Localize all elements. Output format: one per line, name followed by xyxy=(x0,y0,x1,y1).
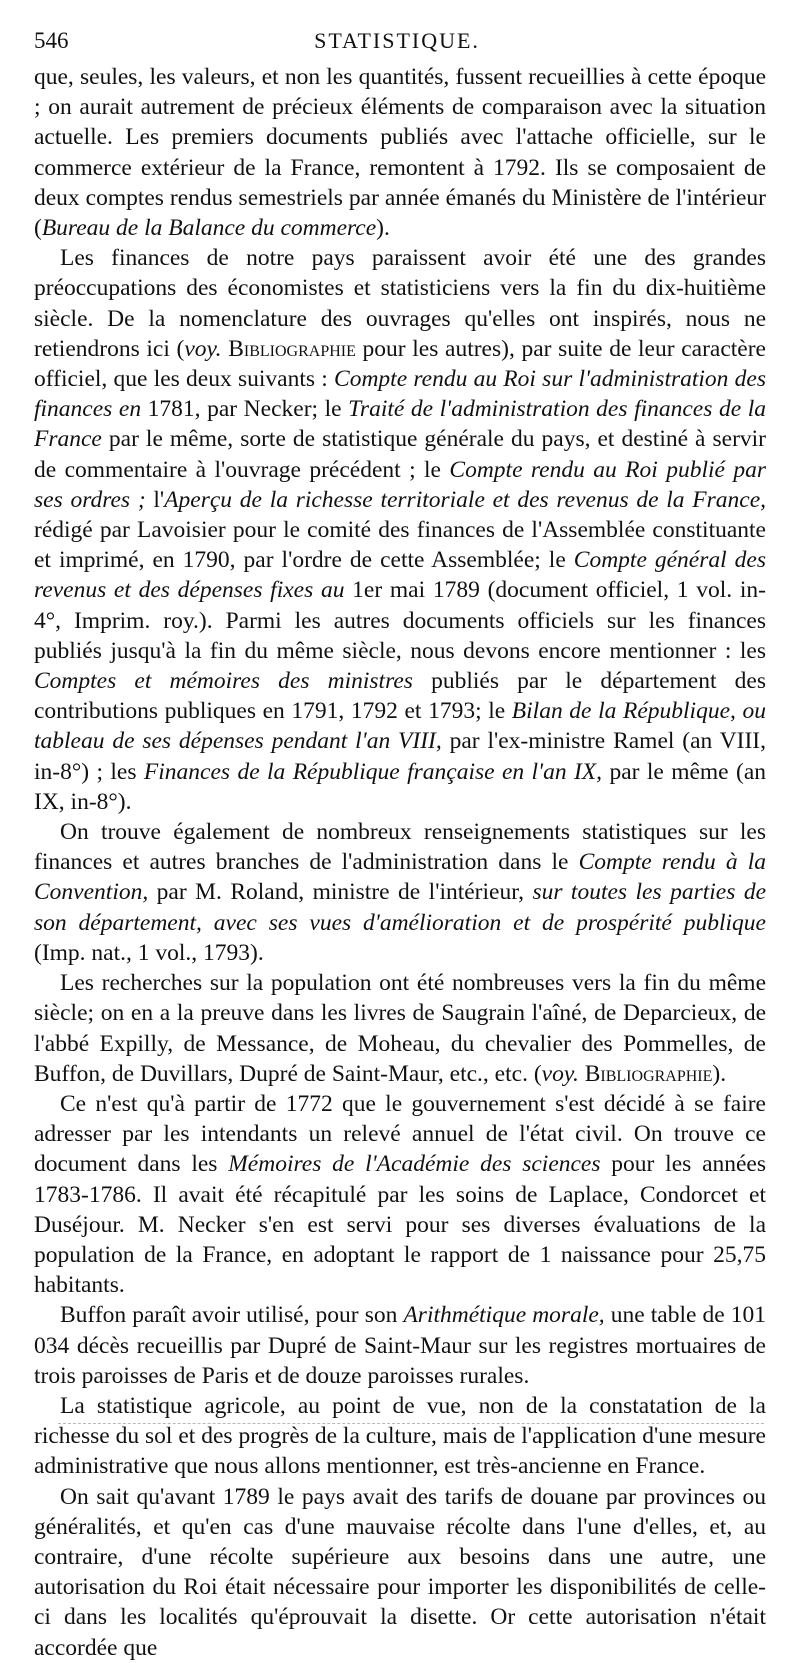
footer-rule xyxy=(58,1423,764,1424)
paragraph xyxy=(34,1482,766,1663)
text-run: rédigé par Lavoisier pour le comité des finances de l'Assemblée constituante et imprimé, en 1790, par l'ordre de cette Assemblée; le xyxy=(34,517,766,574)
italic-run: Traité de l'administration des finances de la France xyxy=(34,396,766,453)
text-run: pour les autres), par suite de leur caractère officiel, que les deux suivants : xyxy=(34,335,766,393)
text-run: (Imp. nat., 1 vol., 1793). xyxy=(34,939,264,966)
text-run: pour les années 1783-1786. Il avait été récapitulé par les soins de Laplace, Condorcet et Duséjour. M. Necker s'en est servi pour ses diverses évaluations de la population de la France, en adoptant le rapport de 1 naissance pour 25,75 habitants. xyxy=(34,1151,767,1299)
italic-run: Finances de la République française en l'an IX, xyxy=(143,758,603,785)
text-run: par l'ex-ministre Ramel (an VIII, in-8°) ; les xyxy=(34,728,766,785)
running-title: STATISTIQUE. xyxy=(314,28,480,53)
text-run: publiés par le département des contributions publiques en 1791, 1792 et 1793; le xyxy=(34,668,766,725)
small-caps-run: Bibliographie xyxy=(584,1060,713,1087)
italic-run: Compte rendu au Roi sur l'administration des finances en xyxy=(34,366,766,423)
text-run: Les recherches sur la population ont été nombreuses vers la fin du même siècle; on en a la preuve dans les livres de Saugrain l'aîné, de Deparcieux, de l'abbé Expilly, de Messance, de Moheau, du chevalier des Pommelles, de Buffon, de Duvillars, Dupré de Saint-Maur, etc., etc. ( xyxy=(34,970,766,1087)
text-run: que, seules, les valeurs, et non les quantités, fussent recueillies à cette époque ; on aurait autrement de précieux éléments de comparaison avec la situation actuelle. Les premiers documents publiés avec l'attache officielle, sur le commerce extérieur de la France, remontent à 1792. Ils se composaient de deux comptes rendus semestriels par année émanés du Ministère de l'intérieur ( xyxy=(34,64,766,242)
paragraph xyxy=(34,817,766,968)
italic-run: Bilan de la République, ou tableau de ses dépenses pendant l'an VIII, xyxy=(34,698,766,755)
italic-run: Compte rendu à la Convention, xyxy=(34,849,767,906)
italic-run: voy. xyxy=(541,1060,579,1087)
text-run: une table de 101 034 décès recueillis par Dupré de Saint-Maur sur les registres mortuaires de trois paroisses de Paris et de douze paroisses rurales. xyxy=(34,1302,767,1389)
text-run: Les finances de notre pays paraissent avoir été une des grandes préoccupations des économistes et statisticiens vers la fin du dix-huitième siècle. De la nomenclature des ouvrages qu'elles ont inspirés, nous ne retiendrons ici ( xyxy=(34,245,766,362)
paragraph xyxy=(34,1391,766,1482)
paragraph xyxy=(34,1089,766,1300)
text-run: Ce n'est qu'à partir de 1772 que le gouvernement s'est décidé à se faire adresser par les intendants un relevé annuel de l'état civil. On trouve ce document dans les xyxy=(34,1090,766,1178)
text-run: l' xyxy=(145,486,165,513)
text-run: On sait qu'avant 1789 le pays avait des tarifs de douane par provinces ou généralités, et qu'en cas d'une mauvaise récolte dans l'une d'elles, et, au contraire, d'une récolte supérieure aux besoins dans une autre, une autorisation du Roi était nécessaire pour importer les disponibilités de celle-ci dans les localités qu'éprouvait la disette. Or cette autorisation n'était accordée que xyxy=(34,1483,766,1661)
text-run: 1781, par Necker; le xyxy=(141,396,349,423)
italic-run: Comptes et mémoires des ministres xyxy=(34,668,413,695)
paragraph xyxy=(34,62,766,243)
italic-run: sur toutes les parties de son département, avec ses vues d'amélioration et de prospérité publique xyxy=(34,879,766,936)
paragraph xyxy=(34,968,766,1089)
small-caps-run: Bibliographie xyxy=(228,335,356,362)
italic-run: Bureau de la Balance du commerce xyxy=(41,215,377,242)
italic-run: Mémoires de l'Académie des sciences xyxy=(228,1151,601,1178)
italic-run: voy. xyxy=(184,335,222,362)
text-run: On trouve également de nombreux renseignements statistiques sur les finances et autres branches de l'administration dans le xyxy=(34,819,766,876)
italic-run: Aperçu de la richesse territoriale et des revenus de la France, xyxy=(164,486,767,513)
text-run: ). xyxy=(712,1060,727,1087)
text-run: Buffon paraît avoir utilisé, pour son xyxy=(60,1302,404,1329)
page-number: 546 xyxy=(34,28,69,53)
text-run: ). xyxy=(376,215,390,242)
paragraph xyxy=(34,1300,766,1391)
page-header xyxy=(34,28,760,58)
italic-run: Compte rendu au Roi publié par ses ordres ; xyxy=(34,456,766,513)
text-run: par le même (an IX, in-8°). xyxy=(34,758,767,815)
paragraph xyxy=(34,243,766,817)
italic-run: Arithmétique morale, xyxy=(403,1302,605,1329)
text-run: 1er mai 1789 (document officiel, 1 vol. in-4°, Imprim. roy.). Parmi les autres documents officiels sur les finances publiés jusqu'à la fin du même siècle, nous devons encore mentionner : les xyxy=(34,577,766,664)
text-run: La statistique agricole, au point de vue, non de la constatation de la richesse du sol et des progrès de la culture, mais de l'application d'une mesure administrative que nous allons mentionner, est très-ancienne en France. xyxy=(34,1392,766,1480)
italic-run: Compte général des revenus et des dépenses fixes au xyxy=(34,547,766,604)
text-run: par M. Roland, ministre de l'intérieur, xyxy=(148,879,533,906)
text-run: par le même, sorte de statistique générale du pays, et destiné à servir de commentaire à l'ouvrage précédent ; le xyxy=(34,426,766,483)
